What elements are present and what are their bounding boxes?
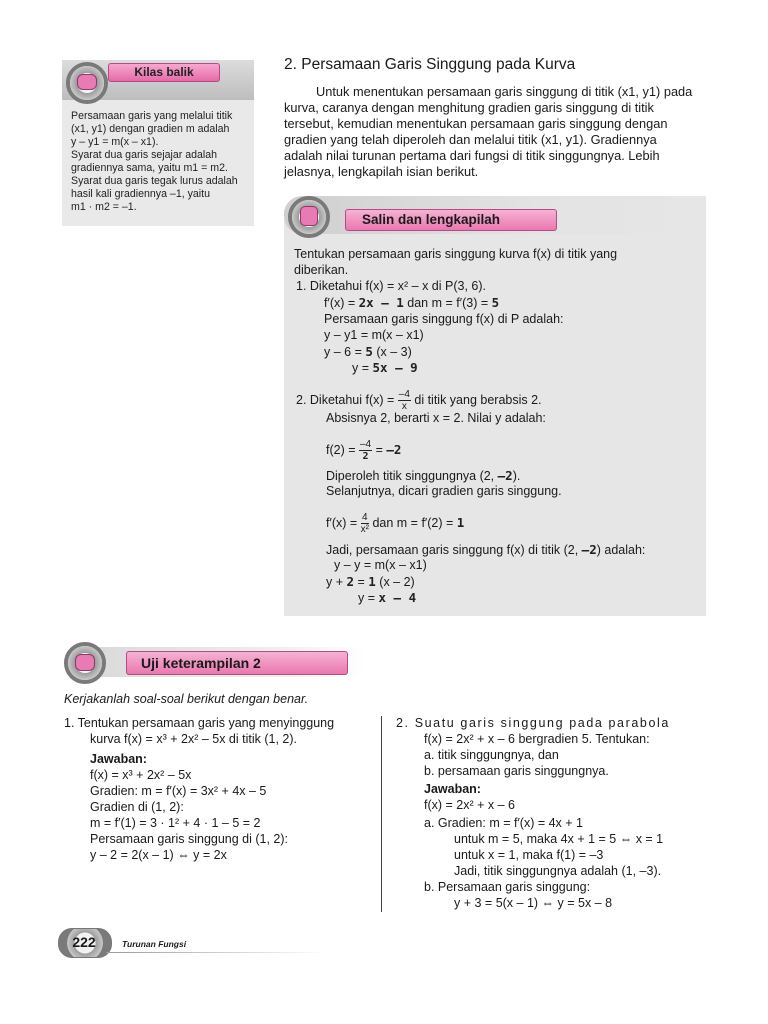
kilas-balik-line: Syarat dua garis tegak lurus adalah <box>71 175 238 187</box>
p2-line: Absisnya 2, berarti x = 2. Nilai y adalah: <box>326 411 546 425</box>
hand-icon-inner <box>77 74 97 90</box>
p1-line: y – y1 = m(x – x1) <box>324 328 424 342</box>
kilas-balik-line: y – y1 = m(x – x1). <box>71 136 159 148</box>
column-divider <box>381 716 382 912</box>
q1-answer-label: Jawaban: <box>90 752 147 766</box>
handwritten-answer: –2 <box>581 542 597 557</box>
section-title: 2. Persamaan Garis Singgung pada Kurva <box>284 56 576 73</box>
q1-line: 1. Tentukan persamaan garis yang menyinggung <box>64 716 335 730</box>
handwritten-answer: 2 <box>346 574 355 589</box>
p2-line: f(2) = $\frac{-4}{2}$ = –2 <box>326 439 402 462</box>
paragraph-line: tersebut, kemudian menentukan persamaan garis singgung dengan <box>284 116 668 131</box>
q1-line: Persamaan garis singgung di (1, 2): <box>90 832 289 846</box>
kilas-balik-title: Kilas balik <box>134 65 194 79</box>
p1-line: 1. Diketahui f(x) = x² – x di P(3, 6). <box>296 279 486 293</box>
p2-line: f′(x) = $\frac{4}{\text{x²}}$ dan m = f′(2) = 1 <box>326 512 465 535</box>
paragraph-line: kurva, caranya dengan menghitung gradien garis singgung di titik <box>284 100 654 115</box>
q2-line: a. titik singgungnya, dan <box>424 748 559 762</box>
p2-line: Diperoleh titik singgungnya (2, –2). <box>326 468 521 483</box>
handwritten-answer: –2 <box>386 441 402 457</box>
p1-line: f′(x) = 2x – 1 dan m = f′(3) = 5 <box>324 295 500 310</box>
q2-line: Jadi, titik singgungnya adalah (1, –3). <box>454 864 662 878</box>
p1-line: y – 6 = 5 (x – 3) <box>324 344 412 359</box>
p2-line: y = x – 4 <box>358 590 417 605</box>
q2-line: untuk x = 1, maka f(1) = –3 <box>454 848 604 862</box>
hand-icon-inner <box>75 654 95 671</box>
p1-line: Persamaan garis singgung f(x) di P adalah: <box>324 312 564 326</box>
q2-answer-label: Jawaban: <box>424 782 481 796</box>
uji-title-tab <box>126 651 348 675</box>
q2-line: b. Persamaan garis singgung: <box>424 880 591 894</box>
q2-line: 2. Suatu garis singgung pada parabola <box>396 716 670 730</box>
p2-line: Jadi, persamaan garis singgung f(x) di titik (2, –2) adalah: <box>326 542 646 557</box>
q2-line: untuk m = 5, maka 4x + 1 = 5 ⇔ x = 1 <box>454 832 664 846</box>
handwritten-answer: x – 4 <box>378 590 417 605</box>
q1-line: y – 2 = 2(x – 1) ⇔ y = 2x <box>90 848 227 862</box>
p1-line: y = 5x – 9 <box>352 360 418 375</box>
p2-line: y + 2 = 1 (x – 2) <box>326 574 415 589</box>
paragraph-line: Untuk menentukan persamaan garis singgung di titik (x1, y1) pada <box>316 84 693 99</box>
handwritten-answer: 1 <box>368 574 376 589</box>
uji-instruction: Kerjakanlah soal-soal berikut dengan benar. <box>64 692 309 706</box>
q2-line: f(x) = 2x² + x – 6 <box>424 798 516 812</box>
kilas-balik-line: Syarat dua garis sejajar adalah <box>71 149 218 161</box>
q2-line: f(x) = 2x² + x – 6 bergradien 5. Tentukan: <box>424 732 650 746</box>
salin-title-tab <box>345 209 557 231</box>
kilas-balik-line: hasil kali gradiennya –1, yaitu <box>71 188 210 200</box>
p2-line: Selanjutnya, dicari gradien garis singgung. <box>326 484 562 498</box>
salin-intro: Tentukan persamaan garis singgung kurva f(x) di titik yang <box>294 247 618 261</box>
kilas-balik-line: (x1, y1) dengan gradien m adalah <box>71 123 230 135</box>
page-number: 222 <box>72 934 96 950</box>
q1-line: m = f′(1) = 3 · 1² + 4 · 1 – 5 = 2 <box>90 816 261 830</box>
q2-line: y + 3 = 5(x – 1) ⇔ y = 5x – 8 <box>454 896 613 910</box>
pencil-hand-icon-inner <box>300 206 318 226</box>
kilas-balik-line: gradiennya sama, yaitu m1 = m2. <box>71 162 228 174</box>
salin-title: Salin dan lengkapilah <box>362 212 501 227</box>
chapter-label: Turunan Fungsi <box>122 939 187 949</box>
q2-line: b. persamaan garis singgungnya. <box>424 764 609 778</box>
footer-rule <box>106 952 326 953</box>
kilas-balik-line: m1 · m2 = –1. <box>71 201 137 213</box>
handwritten-answer: 5 <box>365 344 373 359</box>
handwritten-answer: 2x – 1 <box>358 295 404 310</box>
q1-line: kurva f(x) = x³ + 2x² – 5x di titik (1, 2). <box>90 732 298 746</box>
handwritten-answer: 5 <box>491 295 500 310</box>
handwritten-answer: –2 <box>497 468 513 483</box>
paragraph-line: gradien yang telah diperoleh dan melalui titik (x1, y1). Gradiennya <box>284 132 657 147</box>
kilas-balik-line: Persamaan garis yang melalui titik <box>71 110 233 122</box>
salin-intro: diberikan. <box>294 263 349 277</box>
handwritten-answer: 1 <box>456 514 465 530</box>
kilas-balik-title-tab <box>108 63 220 82</box>
q1-line: Gradien di (1, 2): <box>90 800 184 814</box>
p2-line: 2. Diketahui f(x) = $\frac{-4}{x}$ di titik yang berabsis 2. <box>296 389 542 412</box>
page-number-box <box>64 932 104 952</box>
p2-line: y – y = m(x – x1) <box>334 558 427 572</box>
handwritten-answer: 5x – 9 <box>372 360 418 375</box>
uji-title: Uji keterampilan 2 <box>141 655 261 671</box>
paragraph-line: jelasnya, lengkapilah isian berikut. <box>284 164 479 179</box>
q1-line: Gradien: m = f′(x) = 3x² + 4x – 5 <box>90 784 267 798</box>
paragraph-line: adalah nilai turunan pertama dari fungsi di titik singgungnya. Lebih <box>284 148 660 163</box>
q2-line: a. Gradien: m = f′(x) = 4x + 1 <box>424 816 584 830</box>
q1-line: f(x) = x³ + 2x² – 5x <box>90 768 192 782</box>
